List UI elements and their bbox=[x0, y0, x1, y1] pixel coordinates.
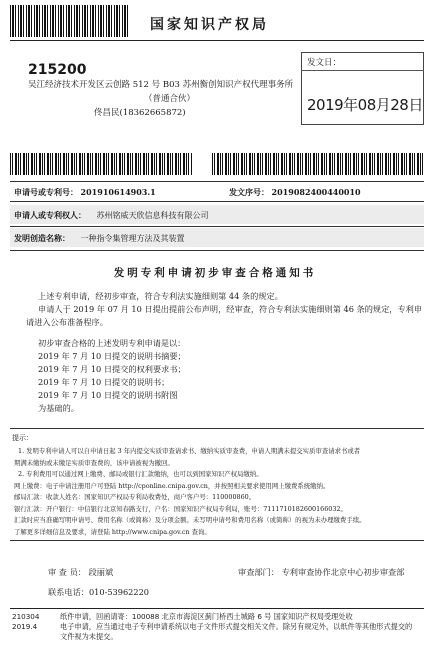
info-divider-top bbox=[10, 181, 424, 182]
barcode-right bbox=[212, 153, 424, 175]
examining-dept-value: 专利审查协作北京中心初步审查部 bbox=[281, 567, 405, 577]
invention-value: 一种指令集管理方法及其装置 bbox=[80, 234, 185, 243]
examining-dept-label: 审查部门： bbox=[238, 567, 279, 577]
date-box-divider bbox=[301, 70, 424, 71]
doc-item-2: 2019 年 7 月 10 日提交的权利要求书； bbox=[38, 364, 186, 374]
barcode-left bbox=[10, 153, 192, 175]
tip-line-6: 银行汇款：开户银行：中信银行北京知春路支行，户名：国家知识产权局专利局，账号：7111710182600166032。 bbox=[14, 504, 347, 513]
dispatch-date-label: 发文日： bbox=[307, 58, 342, 68]
postal-code: 215200 bbox=[28, 62, 87, 78]
applicant-value: 苏州铭威天欣信息科技有限公司 bbox=[96, 211, 209, 220]
tip-line-2: 期满未缴纳或未缴足实质审查费的，该申请被视为撤回。 bbox=[14, 458, 174, 467]
tip-line-3: 2. 专利费用可以通过网上缴费、邮局或银行汇款缴纳，也可以到国家知识产权局缴纳。 bbox=[18, 470, 263, 478]
examiner bbox=[48, 566, 113, 579]
recipient-address-sub: （普通合伙） bbox=[144, 94, 196, 104]
invention-title bbox=[14, 233, 185, 244]
dispatch-date: 2019年08月28日 bbox=[307, 96, 423, 114]
doc-item-3: 2019 年 7 月 10 日提交的说明书； bbox=[38, 377, 170, 387]
serial-number-value: 2019082400440010 bbox=[271, 187, 361, 197]
tip-line-8: 了解更多详细信息及要求，请登陆 http://www.cnipa.gov.cn 查询。 bbox=[14, 527, 211, 536]
tip-line-1: 1. 发明专利申请人可以自申请日起 3 年内提交实质审查请求书、缴纳实质审查费，申请人期满未提交实质审查请求书或者 bbox=[18, 447, 361, 455]
form-date: 2019.4 bbox=[12, 622, 38, 631]
examiner-label: 审 查 员： bbox=[48, 567, 86, 577]
paragraph-3: 初步审查合格的上述发明专利申请是以： bbox=[38, 338, 186, 348]
tip-line-4: 网上缴费：电子申请注册用户可登陆 http://cponline.cnipa.gov.cn，并按照相关要求使用网上缴费系统缴纳。 bbox=[14, 481, 330, 490]
paragraph-2-line-1: 申请人于 2019 年 07 月 10 日提出提前公布声明，经审查，符合专利法实施细则第 46 条的规定，专利申 bbox=[38, 304, 423, 314]
examining-dept bbox=[238, 566, 404, 579]
signoff-divider bbox=[10, 540, 424, 541]
tip-line-7: 汇款时应当准确写明申请号、费用名称（或简称）及分项金额。未写明申请号和费用名称（或简称）的视为未办理缴费手续。 bbox=[14, 516, 366, 524]
serial-number-label: 发文序号： bbox=[229, 187, 269, 197]
tips-divider bbox=[10, 428, 424, 429]
office-title: 国家知识产权局 bbox=[150, 17, 269, 33]
invention-label: 发明创造名称： bbox=[14, 233, 70, 243]
recipient-address: 吴江经济技术开发区云创路 512 号 B03 苏州衡创知识产权代理事务所 bbox=[28, 80, 294, 90]
info-divider-bottom bbox=[10, 250, 424, 251]
doc-item-4: 2019 年 7 月 10 日提交的说明书附图 bbox=[38, 390, 178, 400]
applicant-label: 申请人或专利权人： bbox=[14, 210, 86, 220]
basis-line: 为基础的。 bbox=[38, 403, 79, 413]
footer-line-1: 纸件申请，回函请寄：100088 北京市海淀区蓟门桥西土城路 6 号 国家知识产权局受理处收 bbox=[60, 612, 353, 621]
info-divider-1 bbox=[10, 201, 424, 202]
recipient-name: 佟昌民(18362665872) bbox=[94, 108, 186, 118]
header-divider bbox=[10, 40, 424, 41]
examiner-name: 段丽斌 bbox=[88, 567, 114, 577]
tips-label: 提示： bbox=[12, 434, 33, 442]
footer-line-2: 电子申请，应当通过电子专利申请系统以电子文件形式提交相关文件。除另有规定外，以纸件等其他形式提交的 bbox=[60, 622, 413, 631]
paragraph-1: 上述专利申请，经初步审查，符合专利法实施细则第 44 条的规定。 bbox=[38, 291, 283, 301]
application-number-label: 申请号或专利号： bbox=[14, 187, 78, 197]
applicant bbox=[14, 210, 209, 221]
info-divider-2 bbox=[10, 226, 424, 227]
footer-divider bbox=[10, 608, 424, 609]
contact-phone: 联系电话：010-53962220 bbox=[48, 587, 150, 597]
notice-title: 发明专利申请初步审查合格通知书 bbox=[113, 267, 317, 279]
application-number-value: 201910614903.1 bbox=[80, 187, 156, 197]
footer-line-3: 文件视为未提交。 bbox=[60, 632, 118, 641]
serial-number bbox=[229, 187, 361, 198]
form-code: 210304 bbox=[12, 612, 40, 621]
application-number bbox=[14, 187, 156, 198]
tip-line-5: 邮局汇款：收款人姓名：国家知识产权局专利局收费处，商户客户号：110000860。 bbox=[14, 493, 256, 501]
doc-item-1: 2019 年 7 月 10 日提交的说明书摘要； bbox=[38, 351, 186, 361]
barcode bbox=[10, 5, 130, 37]
paragraph-2-line-2: 请进入公布准备程序。 bbox=[26, 317, 108, 327]
